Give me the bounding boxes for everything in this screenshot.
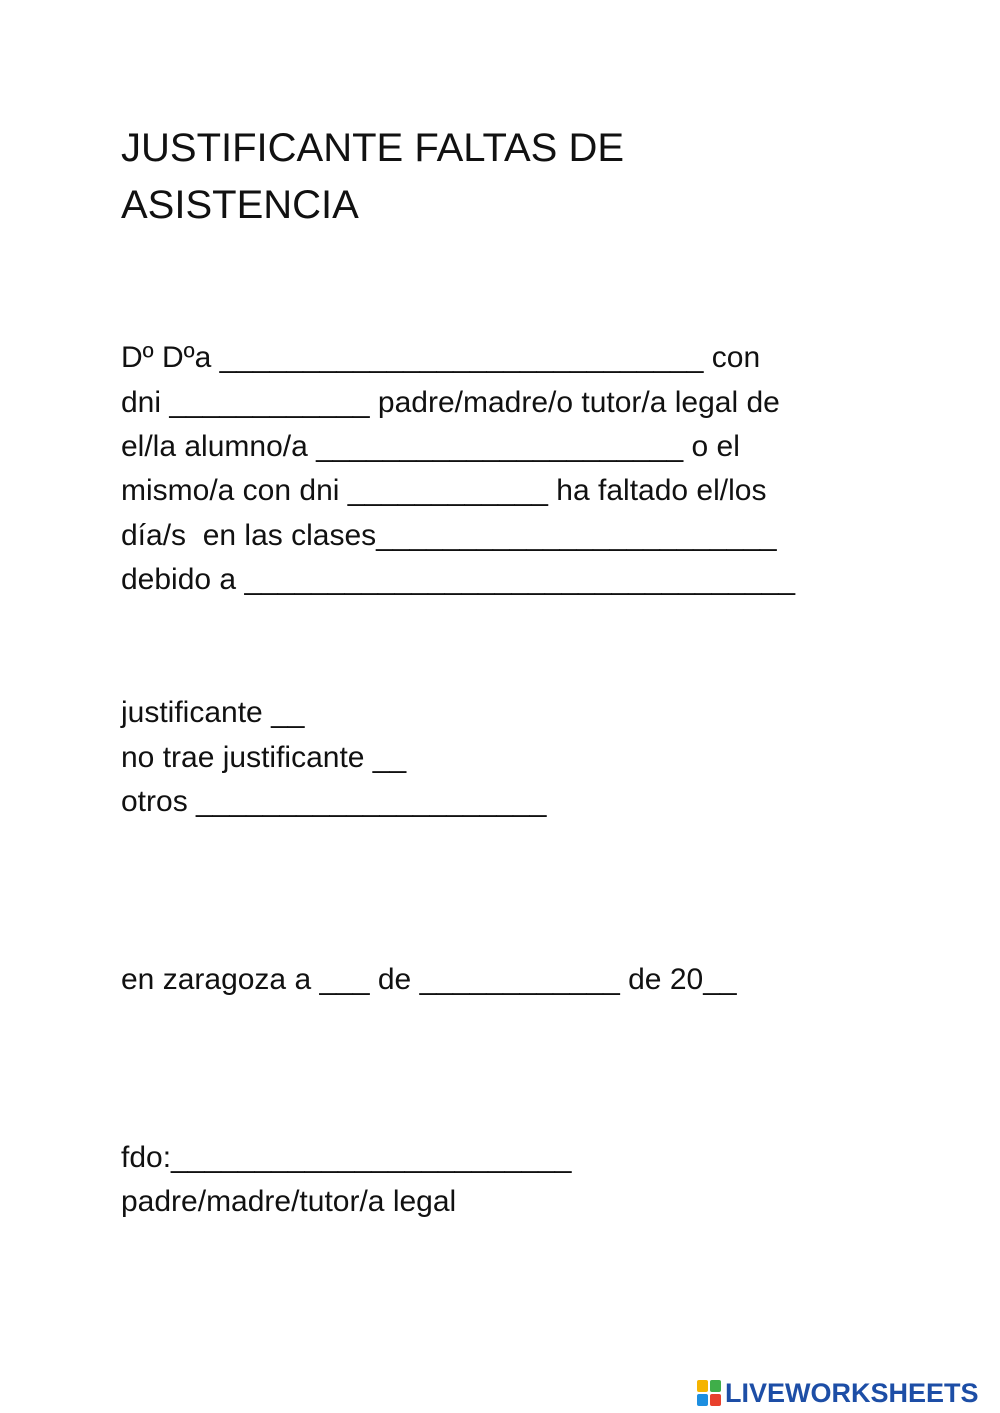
liveworksheets-logo	[697, 1376, 979, 1410]
date-line: en zaragoza a ___ de ____________ de 20__	[121, 963, 737, 996]
document-title	[121, 120, 821, 234]
body-line-classes: día/s en las clases________________________	[121, 519, 777, 552]
body-line-reason: debido a _________________________________	[121, 563, 796, 596]
logo-text: LIVEWORKSHEETS	[725, 1377, 979, 1408]
body-line-dni: dni ____________ padre/madre/o tutor/a legal de	[121, 386, 780, 419]
signature-label: padre/madre/tutor/a legal	[121, 1185, 457, 1218]
logo-square-red	[710, 1394, 721, 1406]
logo-square-blue	[697, 1394, 708, 1406]
logo-square-yellow	[697, 1380, 708, 1392]
logo-square-green	[710, 1380, 721, 1392]
option-no-justificante: no trae justificante __	[121, 741, 407, 774]
liveworksheets-logo-icon	[697, 1380, 721, 1406]
option-justificante: justificante __	[121, 696, 305, 729]
body-line-student-dni: mismo/a con dni ____________ ha faltado el/los	[121, 474, 767, 507]
body-line-student-name: el/la alumno/a ______________________ o el	[121, 430, 740, 463]
signature-line: fdo:________________________	[121, 1141, 572, 1174]
option-otros: otros _____________________	[121, 785, 547, 818]
title-line-1: JUSTIFICANTE FALTAS DE	[121, 126, 625, 170]
title-line-2: ASISTENCIA	[121, 183, 359, 227]
body-line-parent-name: Dº Dºa _____________________________ con	[121, 341, 761, 374]
